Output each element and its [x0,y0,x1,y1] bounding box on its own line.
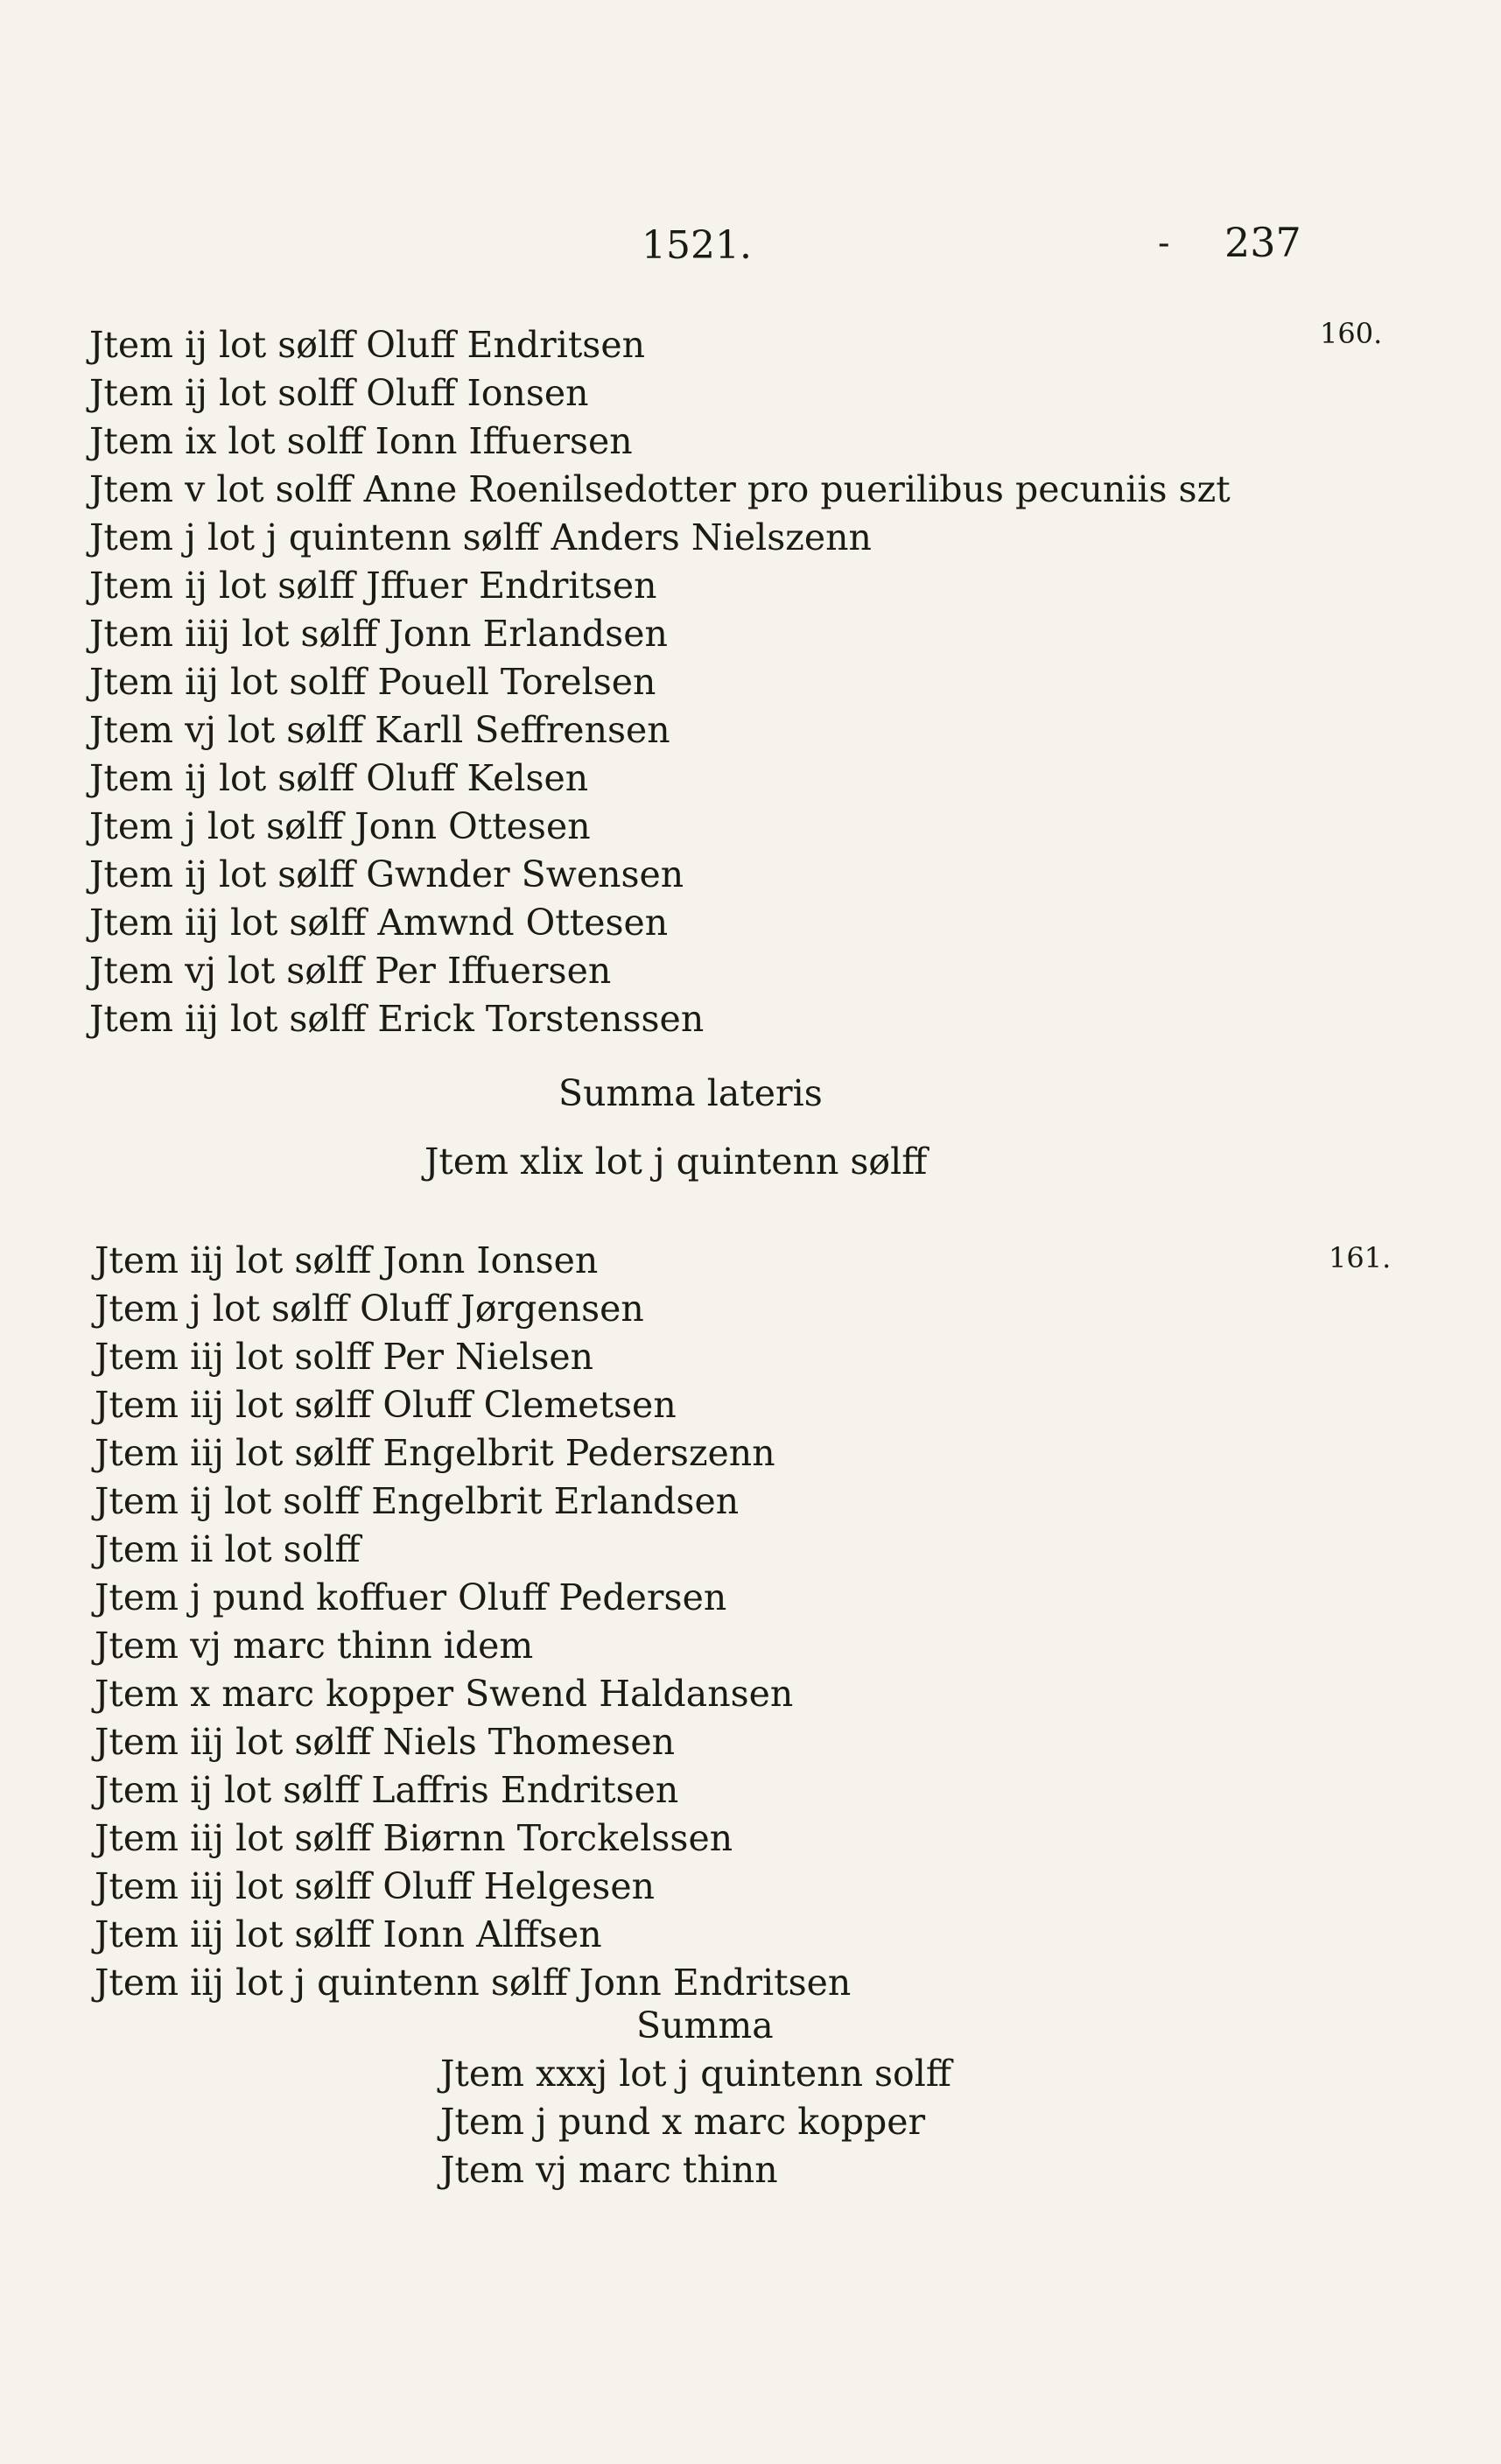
page-number: 237 [1224,219,1301,266]
entry-line: Jtem ix lot solff Ionn Iffuersen [89,420,633,462]
entry-line: Jtem vj marc thinn idem [95,1625,534,1667]
entry-line: Jtem iij lot sølff Engelbrit Pederszenn [95,1432,775,1474]
entry-line: Jtem iij lot sølff Jonn Ionsen [95,1239,599,1281]
entry-line: Jtem vj lot sølff Karll Seffrensen [89,709,670,751]
summa-line: Jtem j pund x marc kopper [440,2101,926,2143]
summa-line: Jtem xlix lot j quintenn sølff [424,1141,928,1183]
entry-line: Jtem ij lot solff Oluff Ionsen [89,372,589,414]
entry-line: Jtem iiij lot sølff Jonn Erlandsen [89,613,668,655]
summa-line: Jtem xxxj lot j quintenn solff [440,2053,951,2095]
entry-line: Jtem ij lot sølff Laffris Endritsen [95,1769,679,1811]
entry-line: Jtem iij lot j quintenn sølff Jonn Endritsen [95,1962,852,2004]
entry-line: Jtem iij lot solff Per Nielsen [95,1336,594,1378]
entry-line: Jtem iij lot sølff Biørnn Torckelssen [95,1817,733,1859]
summa-line: Jtem vj marc thinn [440,2149,778,2191]
page-header-year: 1521. [642,223,752,268]
margin-number-160: 160. [1320,317,1383,350]
entry-line: Jtem ij lot sølff Jffuer Endritsen [89,565,657,607]
entry-line: Jtem ij lot solff Engelbrit Erlandsen [95,1480,740,1522]
entry-line: Jtem j lot sølff Jonn Ottesen [89,805,591,847]
page-header-dash: - [1158,223,1170,263]
entry-line: Jtem vj lot sølff Per Iffuersen [89,950,612,992]
entry-line: Jtem v lot solff Anne Roenilsedotter pro puerilibus pecuniis szt [89,468,1231,510]
entry-line: Jtem iij lot sølff Oluff Helgesen [95,1865,656,1907]
entry-list-160 [89,321,1231,1043]
entry-line: Jtem j lot j quintenn sølff Anders Nielszenn [89,516,872,558]
entry-line: Jtem iij lot sølff Niels Thomesen [95,1721,676,1763]
entry-line: Jtem iij lot sølff Amwnd Ottesen [89,902,669,944]
entry-line: Jtem iij lot sølff Ionn Alffsen [95,1913,602,1955]
entry-line: Jtem x marc kopper Swend Haldansen [95,1673,794,1715]
entry-line: Jtem iij lot sølff Erick Torstenssen [89,998,705,1040]
entry-line: Jtem iij lot sølff Oluff Clemetsen [95,1384,677,1426]
summa-heading: Summa [636,2004,774,2046]
entry-line: Jtem ii lot solff [95,1528,361,1570]
entry-line: Jtem iij lot solff Pouell Torelsen [89,661,656,703]
entry-line: Jtem j pund koffuer Oluff Pedersen [95,1576,727,1618]
entry-line: Jtem j lot sølff Oluff Jørgensen [95,1288,644,1330]
entry-list-161 [95,1237,851,2007]
summa-heading: Summa lateris [558,1072,823,1114]
entry-line: Jtem ij lot sølff Oluff Kelsen [89,757,589,799]
entry-line: Jtem ij lot sølff Gwnder Swensen [89,853,684,895]
margin-number-161: 161. [1329,1241,1392,1274]
entry-line: Jtem ij lot sølff Oluff Endritsen [89,324,646,366]
